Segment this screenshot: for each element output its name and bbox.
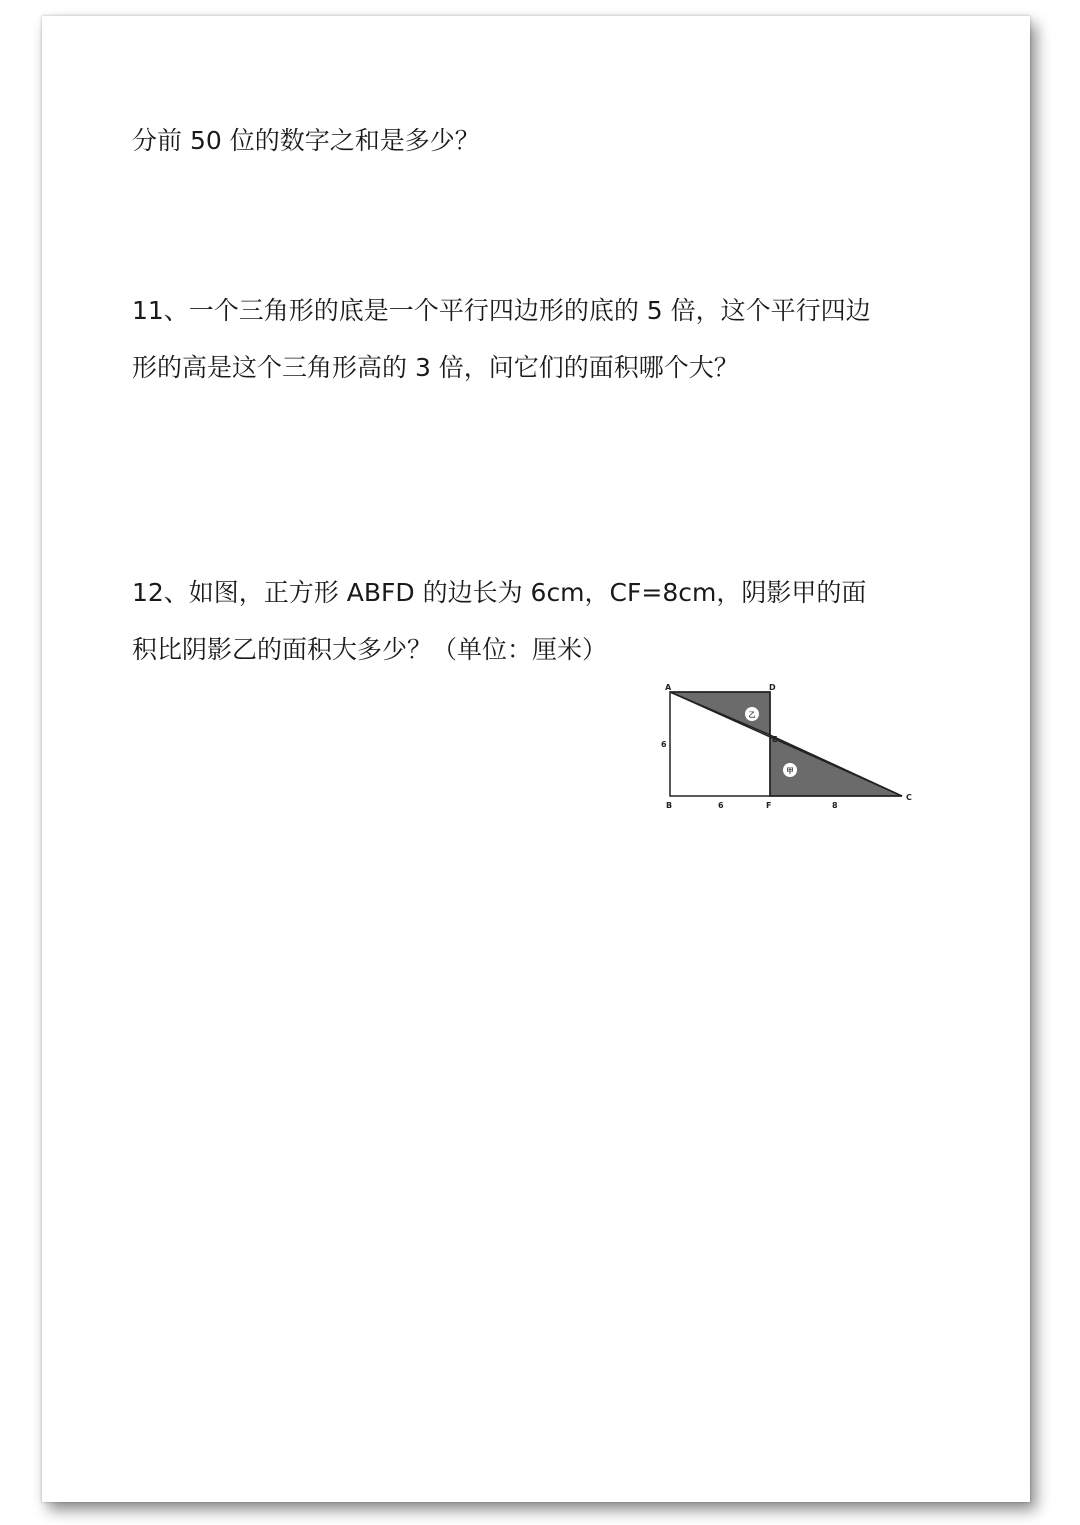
geometry-svg xyxy=(662,684,962,829)
question-12-line-2: 积比阴影乙的面积大多少？（单位：厘米） xyxy=(132,635,608,664)
label-c: C xyxy=(906,793,912,802)
region-yi-label: 乙 xyxy=(748,711,756,719)
label-e: E xyxy=(772,735,778,744)
question-11-line-2: 形的高是这个三角形高的 3 倍，问它们的面积哪个大？ xyxy=(132,353,739,382)
question-11-line-1: 11、一个三角形的底是一个平行四边形的底的 5 倍，这个平行四边 xyxy=(132,296,871,325)
label-b: B xyxy=(666,801,673,810)
question-12-line-1: 12、如图，正方形 ABFD 的边长为 6cm，CF=8cm，阴影甲的面 xyxy=(132,578,867,607)
label-f: F xyxy=(766,801,772,810)
question-10-continuation: 分前 50 位的数字之和是多少？ xyxy=(132,126,480,155)
region-jia-label: 甲 xyxy=(786,767,794,775)
paper-sheet xyxy=(42,16,1030,1502)
label-side-fc: 8 xyxy=(832,801,838,810)
geometry-figure xyxy=(662,684,962,829)
label-a: A xyxy=(665,683,672,692)
label-side-ab: 6 xyxy=(661,740,667,749)
label-d: D xyxy=(769,683,776,692)
label-side-bf: 6 xyxy=(718,801,724,810)
